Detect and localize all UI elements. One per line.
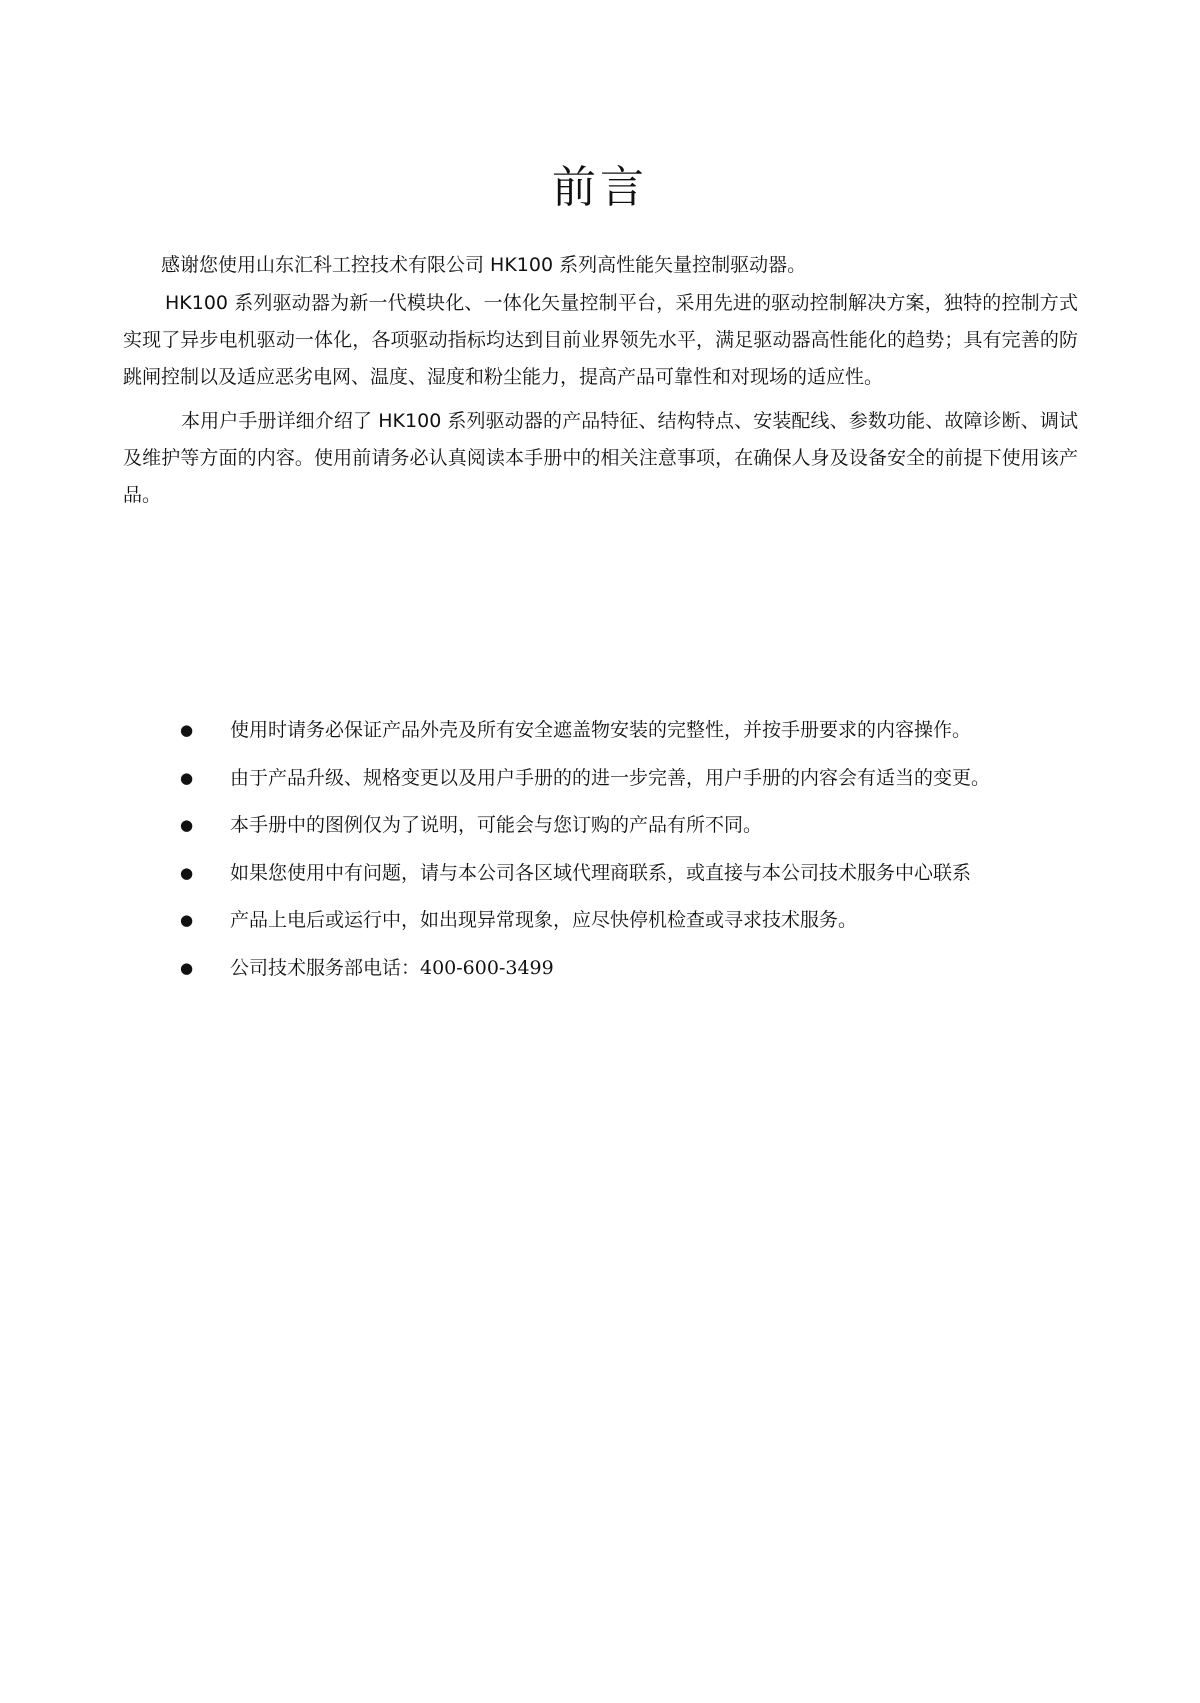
intro-paragraph: HK100 系列驱动器为新一代模块化、一体化矢量控制平台，采用先进的驱动控制解决方案，独特的控制方式实现了异步电机驱动一体化，各项驱动指标均达到目前业界领先水平，满足驱动器高性能化的趋势；具有完善的防跳闸控制以及适应恶劣电网、温度、湿度和粉尘能力，提高产品可靠性和对现场的适应性。 bbox=[123, 292, 1078, 388]
service-phone-text: 公司技术服务部电话：400-600-3499 bbox=[230, 956, 554, 979]
note-text: 本手册中的图例仅为了说明，可能会与您订购的产品有所不同。 bbox=[230, 814, 763, 836]
list-item bbox=[180, 902, 1100, 950]
bullet-icon: ● bbox=[180, 863, 194, 882]
bullet-icon: ● bbox=[180, 958, 194, 977]
preface-intro bbox=[123, 247, 1078, 514]
list-item bbox=[180, 760, 1100, 808]
intro-paragraph: 本用户手册详细介绍了 HK100 系列驱动器的产品特征、结构特点、安装配线、参数功能、故障诊断、调试及维护等方面的内容。使用前请务必认真阅读本手册中的相关注意事项，在确保人身及设备安全的前提下使用该产品。 bbox=[123, 410, 1078, 506]
list-item bbox=[180, 855, 1100, 903]
bullet-icon: ● bbox=[180, 911, 194, 929]
bullet-icon: ● bbox=[180, 721, 194, 739]
list-item bbox=[180, 712, 1100, 760]
page-title: 前言 bbox=[552, 162, 648, 213]
list-item bbox=[180, 950, 1100, 998]
note-text: 产品上电后或运行中，如出现异常现象，应尽快停机检查或寻求技术服务。 bbox=[230, 909, 858, 931]
intro-paragraph: 感谢您使用山东汇科工控技术有限公司 HK100 系列高性能矢量控制驱动器。 bbox=[161, 254, 807, 276]
bullet-icon: ● bbox=[180, 768, 194, 787]
bullet-icon: ● bbox=[180, 816, 194, 834]
note-text: 如果您使用中有问题，请与本公司各区域代理商联系，或直接与本公司技术服务中心联系 bbox=[230, 861, 972, 884]
note-text: 由于产品升级、规格变更以及用户手册的的进一步完善，用户手册的内容会有适当的变更。 bbox=[230, 766, 991, 789]
note-text: 使用时请务必保证产品外壳及所有安全遮盖物安装的完整性，并按手册要求的内容操作。 bbox=[230, 719, 972, 741]
notes-list bbox=[180, 712, 1100, 997]
list-item bbox=[180, 807, 1100, 855]
